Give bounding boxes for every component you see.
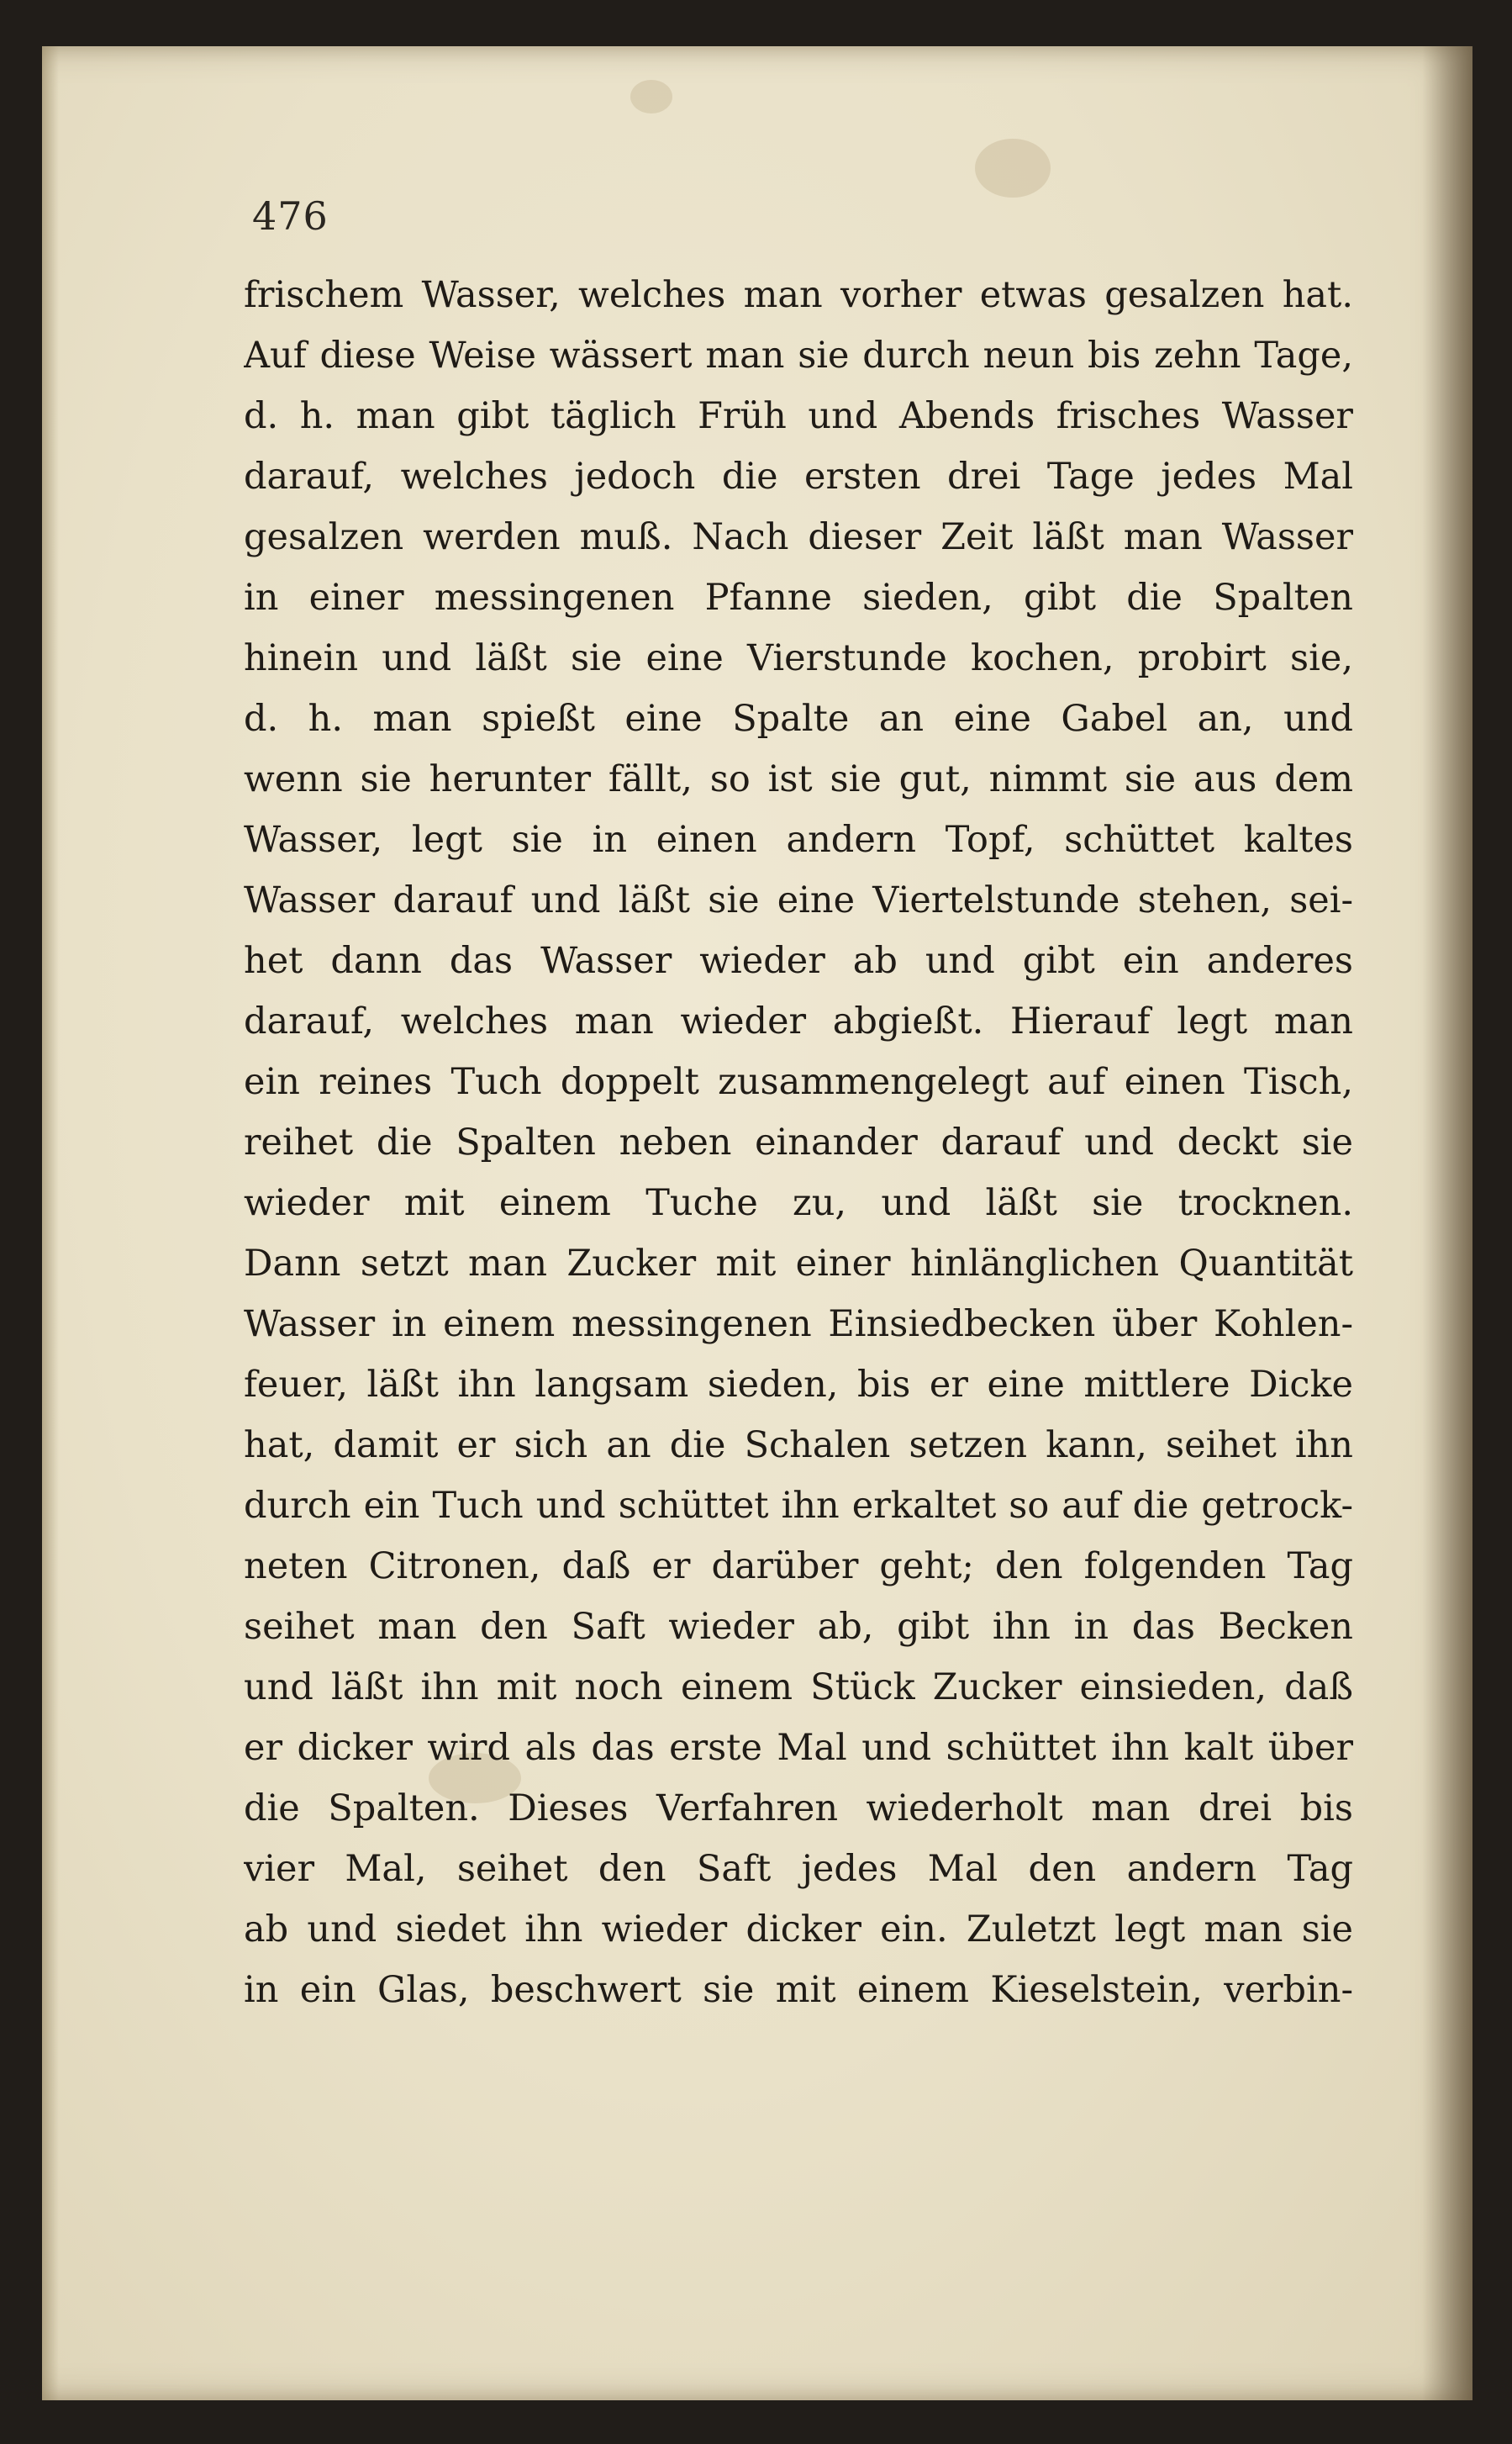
- text-line: Wasser in einem messingenen Einsiedbecken über Kohlen-: [244, 1303, 1353, 1345]
- text-line: Auf diese Weise wässert man sie durch neun bis zehn Tage,: [244, 335, 1353, 377]
- text-line: und läßt ihn mit noch einem Stück Zucker einsieden, daß: [244, 1666, 1353, 1708]
- text-line: het dann das Wasser wieder ab und gibt ein anderes: [244, 940, 1353, 982]
- text-line: wieder mit einem Tuche zu, und läßt sie trocknen.: [244, 1182, 1353, 1224]
- text-line: hat, damit er sich an die Schalen setzen kann, seihet ihn: [244, 1424, 1353, 1466]
- text-line: frischem Wasser, welches man vorher etwas gesalzen hat.: [244, 274, 1353, 316]
- text-line: neten Citronen, daß er darüber geht; den folgenden Tag: [244, 1545, 1353, 1587]
- foxing-spot: [975, 139, 1051, 198]
- text-line: er dicker wird als das erste Mal und schüttet ihn kalt über: [244, 1727, 1353, 1769]
- text-line: d. h. man spießt eine Spalte an eine Gabel an, und: [244, 698, 1353, 740]
- text-line: Wasser, legt sie in einen andern Topf, schüttet kaltes: [244, 819, 1353, 861]
- text-line: hinein und läßt sie eine Vierstunde kochen, probirt sie,: [244, 637, 1353, 679]
- text-line: gesalzen werden muß. Nach dieser Zeit läßt man Wasser: [244, 516, 1353, 558]
- page-number: 476: [252, 193, 329, 239]
- page-left-edge: [42, 46, 59, 2400]
- text-line: durch ein Tuch und schüttet ihn erkaltet so auf die getrock-: [244, 1485, 1353, 1527]
- page-gutter-shadow: [1422, 46, 1472, 2400]
- text-line: darauf, welches jedoch die ersten drei Tage jedes Mal: [244, 456, 1353, 498]
- text-line: wenn sie herunter fällt, so ist sie gut, nimmt sie aus dem: [244, 758, 1353, 800]
- foxing-spot: [630, 80, 672, 113]
- text-line: vier Mal, seihet den Saft jedes Mal den andern Tag: [244, 1848, 1353, 1890]
- text-line: seihet man den Saft wieder ab, gibt ihn in das Becken: [244, 1606, 1353, 1648]
- text-line: Dann setzt man Zucker mit einer hinlänglichen Quantität: [244, 1243, 1353, 1285]
- text-line: d. h. man gibt täglich Früh und Abends frisches Wasser: [244, 395, 1353, 437]
- text-line: feuer, läßt ihn langsam sieden, bis er eine mittlere Dicke: [244, 1364, 1353, 1406]
- text-line: reihet die Spalten neben einander darauf und deckt sie: [244, 1122, 1353, 1164]
- text-line: in einer messingenen Pfanne sieden, gibt die Spalten: [244, 577, 1353, 619]
- text-line: darauf, welches man wieder abgießt. Hierauf legt man: [244, 1000, 1353, 1043]
- body-text: [244, 265, 1353, 2020]
- text-line: die Spalten. Dieses Verfahren wiederholt man drei bis: [244, 1787, 1353, 1829]
- text-line: ab und siedet ihn wieder dicker ein. Zuletzt legt man sie: [244, 1908, 1353, 1950]
- text-line: in ein Glas, beschwert sie mit einem Kieselstein, verbin-: [244, 1969, 1353, 2011]
- text-line: Wasser darauf und läßt sie eine Viertelstunde stehen, sei-: [244, 879, 1353, 921]
- text-line: ein reines Tuch doppelt zusammengelegt auf einen Tisch,: [244, 1061, 1353, 1103]
